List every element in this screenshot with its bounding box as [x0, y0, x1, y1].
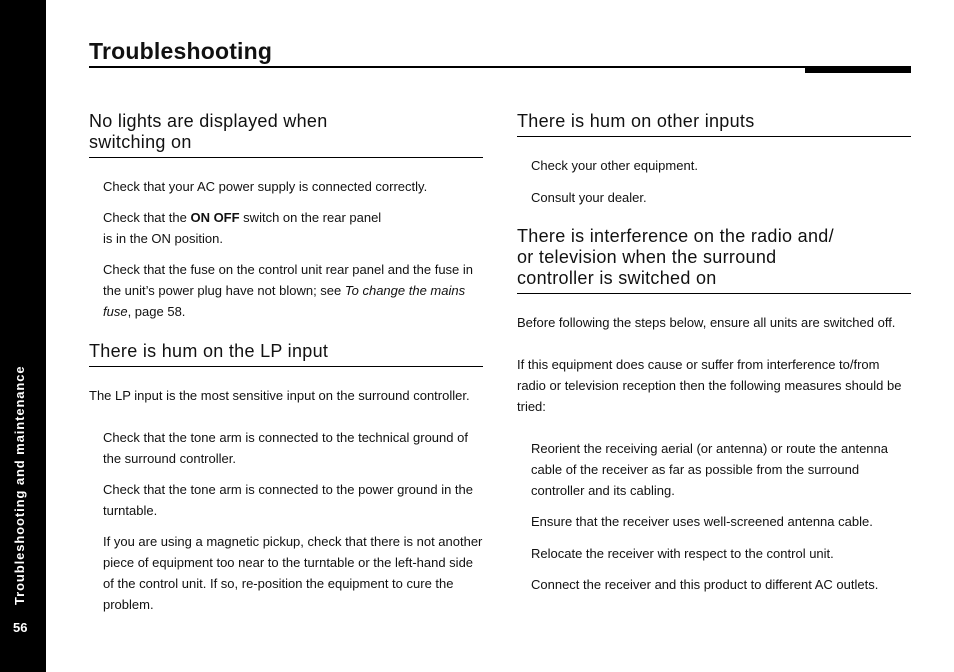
- section-label: Troubleshooting and maintenance: [12, 365, 27, 605]
- paragraph: Check that your AC power supply is connected correctly.: [103, 179, 428, 194]
- paragraph: If this equipment does cause or suffer from interference to/from radio or television reception then the following measures should be tried:: [517, 357, 902, 414]
- paragraph: Check that the tone arm is connected to the power ground in the turntable.: [103, 482, 474, 518]
- paragraph: Check that the tone arm is connected to the technical ground of the surround controller.: [103, 430, 468, 466]
- page-number: 56: [13, 620, 28, 635]
- heading-no-lights: [89, 111, 483, 158]
- heading-line: No lights are displayed when: [89, 111, 328, 131]
- paragraph: Before following the steps below, ensure all units are switched off.: [517, 315, 896, 330]
- sidebar: [0, 0, 46, 672]
- heading-line: or television when the surround: [517, 247, 777, 267]
- text: Check that the fuse on the control unit rear panel and the fuse in the unit’s power plug have not blown; see: [103, 262, 474, 298]
- paragraph: If you are using a magnetic pickup, check that there is not another piece of equipment too near to the turntable or the left-hand side of the control unit. If so, re-position the equipment to cure the problem.: [103, 534, 483, 612]
- cross-reference: To change the mains fuse: [103, 283, 466, 319]
- page-title: Troubleshooting: [89, 38, 273, 64]
- paragraph: [89, 207, 483, 249]
- left-column: [89, 111, 483, 615]
- paragraph: Relocate the receiver with respect to the control unit.: [531, 546, 834, 561]
- text: , page 58.: [127, 304, 186, 319]
- paragraph: Connect the receiver and this product to different AC outlets.: [531, 577, 879, 592]
- title-rule-accent: [805, 66, 911, 73]
- right-column: [517, 111, 911, 595]
- heading-line: switching on: [89, 132, 192, 152]
- heading-hum-other: There is hum on other inputs: [517, 111, 911, 137]
- title-rule: [89, 66, 911, 68]
- switch-name: ON OFF: [190, 210, 240, 225]
- text: switch on the rear panel: [239, 210, 382, 225]
- paragraph: [89, 259, 483, 322]
- paragraph: Check your other equipment.: [531, 158, 698, 173]
- heading-line: There is interference on the radio and/: [517, 226, 834, 246]
- heading-hum-lp: There is hum on the LP input: [89, 341, 483, 367]
- paragraph: Reorient the receiving aerial (or antenna) or route the antenna cable of the receiver as far as possible from the surround controller and its cabling.: [531, 441, 888, 498]
- text: is in the ON position.: [103, 231, 223, 246]
- text: Check that the: [103, 210, 191, 225]
- paragraph: The LP input is the most sensitive input on the surround controller.: [89, 388, 470, 403]
- paragraph: Ensure that the receiver uses well-screened antenna cable.: [531, 514, 873, 529]
- heading-interference: [517, 226, 911, 294]
- heading-line: controller is switched on: [517, 268, 717, 288]
- paragraph: Consult your dealer.: [531, 190, 647, 205]
